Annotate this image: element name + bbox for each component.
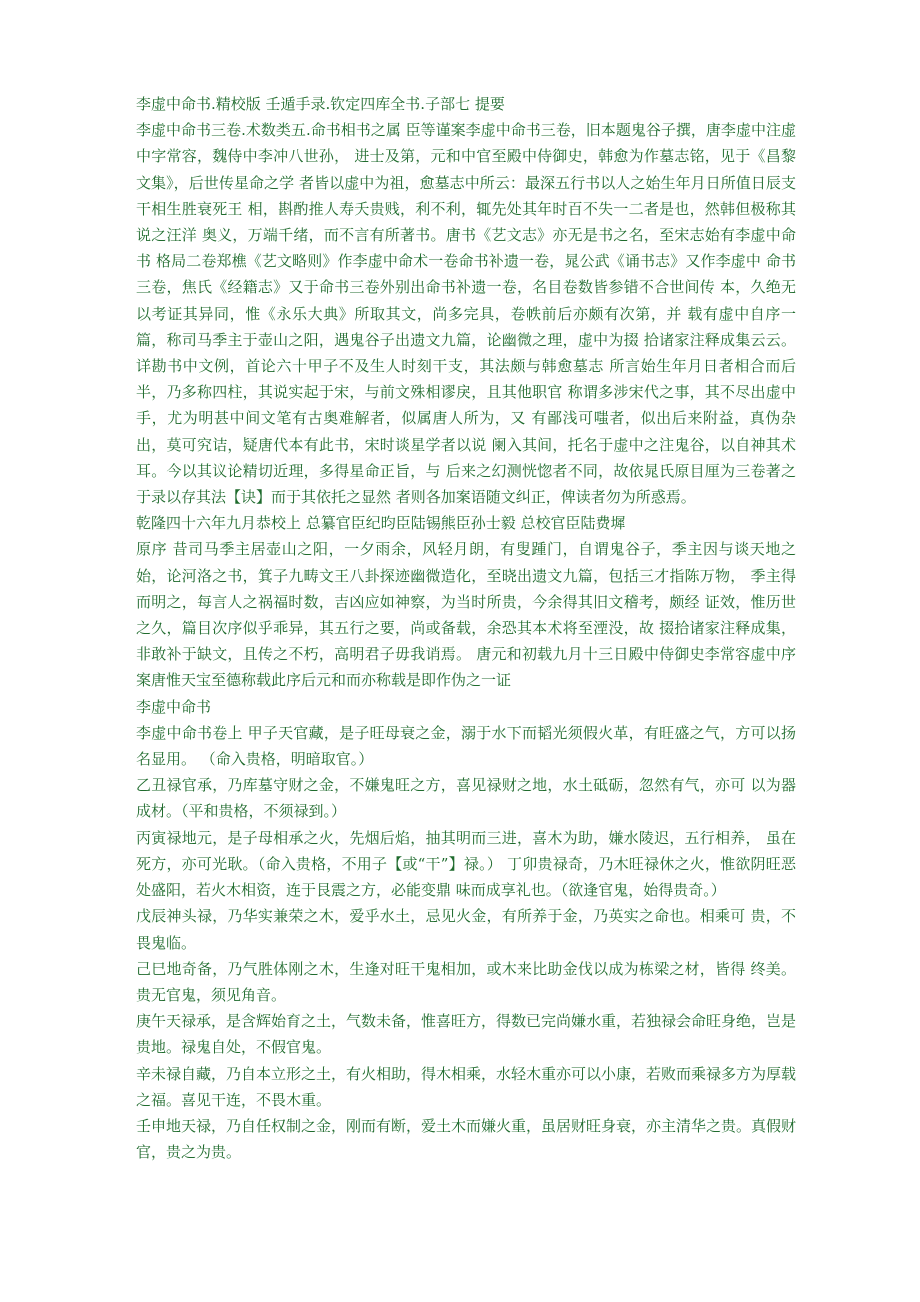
text-paragraph: 庚午天禄承，是含辉始育之土，气数未备，惟喜旺方，得数已完尚嫌水重，若独禄会命旺身绝，岂是贵地。禄鬼自处，不假官鬼。 — [136, 1012, 797, 1057]
text-paragraph: 乙丑禄官承，乃库墓守财之金，不嫌鬼旺之方，喜见禄财之地，水土砥砺，忽然有气，亦可 以为器成材。（平和贵格，不须禄到。） — [136, 776, 796, 821]
original-preface: 原序 昔司马季主居壶山之阳，一夕雨余，风轻月朗，有叟踵门，自谓鬼谷子，季主因与谈天地之 始，论河洛之书，箕子九畴文王八卦探迹幽微造化，至晓出遗文九篇，包括三才指陈万物， 季主得而明之，每言人之祸福时数，吉凶应如神察，为当时所贵，今余得其旧文稽考，颇经 证效，惟历世之久，篇目次序似乎乖异，其五行之要，尚或备载，余恐其本术将至湮没，故 掇拾诸家注释成集，非敢补于缺文，且传之不朽，高明君子毋我诮焉。 唐元和初载九月十三日殿中侍御史李常容虚中序 案唐惟天宝至德称载此序后元和而亦称载是即作伪之一证 — [136, 540, 796, 690]
text-paragraph: 戊辰神头禄，乃华实兼荣之木，爱乎水土，忌见火金，有所养于金，乃英实之命也。相乘可 贵，不畏鬼临。 — [136, 907, 796, 952]
collation-credits: 乾隆四十六年九月恭校上 总纂官臣纪昀臣陆锡熊臣孙士毅 总校官臣陆费墀 — [136, 514, 626, 533]
document-title: 李虚中命书.精校版 壬遁手录.钦定四库全书.子部七 提要 — [136, 95, 505, 113]
section-heading: 李虚中命书 — [136, 697, 212, 716]
document-body — [136, 91, 796, 1165]
text-paragraph: 壬申地天禄，乃自任权制之金，刚而有断，爱土木而嫌火重，虽居财旺身衰，亦主清华之贵。真假财官，贵之为贵。 — [136, 1116, 797, 1162]
summary-paragraph: 李虚中命书三卷.术数类五.命书相书之属 臣等谨案李虚中命书三卷，旧本题鬼谷子撰，唐李虚中注虚中字常容，魏侍中李冲八世孙， 进士及第，元和中官至殿中侍御史，韩愈为作墓志铭，见于《昌黎文集》，后世传星命之学 者皆以虚中为祖，愈墓志中所云：最深五行书以人之始生年月日所值日辰支干相生胜衰死王 相，斟酌推人寿夭贵贱，利不利，辄先处其年时百不失一二者是也，然韩但极称其说之汪洋 奥义，万端千绪，而不言有所著书。唐书《艺文志》亦无是书之名，至宋志始有李虚中命书 格局二卷郑樵《艺文略则》作李虚中命术一卷命书补遗一卷，晁公武《诵书志》又作李虚中 命书三卷，焦氏《经籍志》又于命书三卷外别出命书补遗一卷，名目卷数皆参错不合世间传 本，久绝无以考证其异同，惟《永乐大典》所取其文，尚多完具，卷帙前后亦颇有次第，并 载有虚中自序一篇，称司马季主于壶山之阳，遇鬼谷子出遗文九篇，论幽微之理，虚中为掇 拾诸家注释成集云云。详勘书中文例，首论六十甲子不及生人时刻干支，其法颇与韩愈墓志 所言始生年月日者相合而后半，乃多称四柱，其说实起于宋，与前文殊相谬戾，且其他职官 称谓多涉宋代之事，其不尽出虚中手，尤为明甚中间文笔有古奥难解者，似属唐人所为，又 有鄙浅可嗤者，似出后来附益，真伪杂出，莫可究诘，疑唐代本有此书，宋时谈星学者以说 阑入其间，托名于虚中之注鬼谷，以自神其术耳。今以其议论精切近理，多得星命正旨，与 后来之幻测恍惚者不同，故依晁氏原目厘为三卷著之于录以存其法【诀】而于其依托之显然 者则各加案语随文纠正，俾读者勿为所惑焉。 — [136, 121, 796, 507]
text-paragraph: 丙寅禄地元，是子母相承之火，先烟后焰，抽其明而三进，喜木为助，嫌水陵迟，五行相养， 虽在死方，亦可光耿。（命入贵格，不用子【或“干”】禄。） 丁卯贵禄奇，乃木旺禄休之火，惟欲阴旺恶处盛阳，若火木相资，连于艮震之方，必能变鼎 味而成享礼也。（欲逢官鬼，始得贵奇。） — [136, 828, 796, 900]
text-paragraph: 己巳地奇备，乃气胜体刚之木，生逢对旺干鬼相加，或木来比助金伐以成为栋梁之材，皆得 终美。贵无官鬼，须见角音。 — [136, 959, 796, 1004]
text-paragraph: 李虚中命书卷上 甲子天官藏，是子旺母衰之金，溺于水下而韬光须假火革，有旺盛之气，方可以扬名显用。 （命入贵格，明暗取官。） — [136, 723, 796, 769]
text-paragraph: 辛未禄自藏，乃自本立形之土，有火相助，得木相乘，水轻木重亦可以小康，若败而乘禄多方为厚载之福。喜见干连，不畏木重。 — [136, 1064, 797, 1109]
